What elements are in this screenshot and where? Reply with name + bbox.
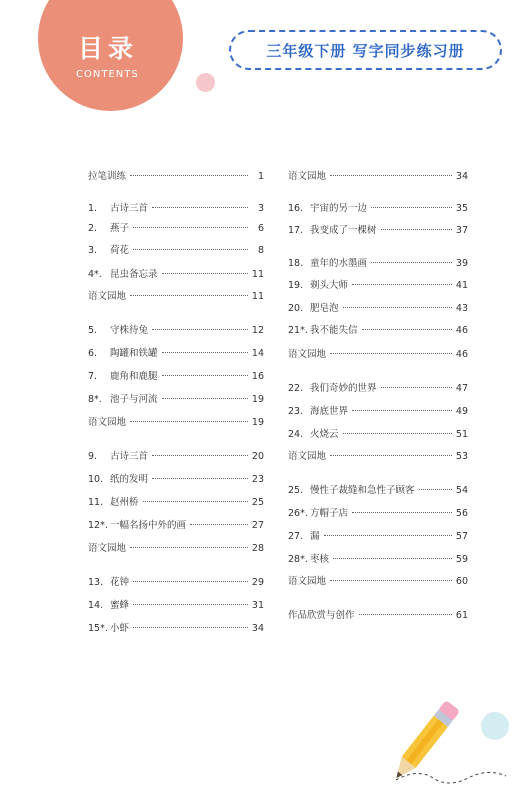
toc-entry-page: 47 — [455, 383, 468, 394]
toc-entry-number: 3. — [88, 245, 98, 256]
toc-entry-title: 语文园地 — [88, 291, 127, 302]
toc-entry-title: 纸的发明 — [110, 474, 149, 485]
toc-leader-dots — [330, 175, 452, 176]
toc-entry-title: 陶罐和铁罐 — [110, 348, 158, 359]
toc-entry — [288, 170, 468, 184]
toc-entry — [288, 257, 468, 271]
toc-leader-dots — [333, 558, 452, 559]
toc-entry — [88, 347, 264, 361]
toc-leader-dots — [324, 535, 452, 536]
toc-entry-number: 5. — [88, 325, 98, 336]
toc-leader-dots — [133, 604, 248, 605]
toc-entry-title: 赵州桥 — [110, 497, 139, 508]
toc-entry-page: 14 — [251, 348, 264, 359]
toc-leader-dots — [130, 421, 248, 422]
toc-entry-number: 24. — [288, 429, 304, 440]
toc-entry-page: 23 — [251, 474, 264, 485]
toc-entry-title: 花钟 — [110, 577, 130, 588]
toc-entry — [288, 324, 468, 338]
toc-entry-number: 17. — [288, 225, 304, 236]
toc-entry-number: 7. — [88, 371, 98, 382]
toc-entry-number: 11. — [88, 497, 104, 508]
toc-entry-page: 19 — [251, 417, 264, 428]
toc-entry-number: 4*. — [88, 269, 102, 280]
toc-entry-page: 16 — [251, 371, 264, 382]
toc-leader-dots — [133, 227, 248, 228]
toc-leader-dots — [130, 295, 248, 296]
toc-entry-page: 1 — [257, 171, 264, 182]
toc-entry — [88, 519, 264, 533]
toc-entry-title: 语文园地 — [88, 417, 127, 428]
toc-entry-title: 肥皂泡 — [310, 303, 339, 314]
toc-entry-title: 古诗三首 — [110, 451, 149, 462]
toc-entry — [288, 428, 468, 442]
toc-entry-page: 37 — [455, 225, 468, 236]
toc-entry — [88, 202, 264, 216]
toc-entry-title: 语文园地 — [288, 576, 327, 587]
toc-leader-dots — [352, 410, 452, 411]
toc-entry-page: 29 — [251, 577, 264, 588]
toc-entry-title: 宇宙的另一边 — [310, 203, 368, 214]
toc-entry-number: 20. — [288, 303, 304, 314]
toc-entry-title: 蜜蜂 — [110, 600, 130, 611]
toc-entry-title: 池子与河流 — [110, 394, 158, 405]
toc-entry-title: 一幅名扬中外的画 — [110, 520, 187, 531]
toc-entry-number: 16. — [288, 203, 304, 214]
toc-entry-page: 19 — [251, 394, 264, 405]
toc-leader-dots — [330, 455, 452, 456]
toc-entry — [288, 484, 468, 498]
toc-entry-title: 漏 — [310, 531, 320, 542]
toc-entry — [288, 575, 468, 589]
toc-entry-title: 小虾 — [110, 623, 130, 634]
toc-leader-dots — [152, 478, 248, 479]
toc-entry — [88, 473, 264, 487]
toc-entry-number: 10. — [88, 474, 104, 485]
toc-entry-page: 3 — [257, 203, 264, 214]
toc-entry — [288, 450, 468, 464]
toc-entry — [88, 576, 264, 590]
toc-entry-title: 作品欣赏与创作 — [288, 610, 355, 621]
toc-entry-page: 39 — [455, 258, 468, 269]
decorative-dot-pink — [196, 73, 215, 92]
toc-entry — [288, 348, 468, 362]
toc-entry-number: 22. — [288, 383, 304, 394]
toc-entry-title: 语文园地 — [288, 451, 327, 462]
toc-leader-dots — [343, 433, 452, 434]
toc-entry — [288, 507, 468, 521]
toc-leader-dots — [330, 353, 452, 354]
toc-entry-page: 61 — [455, 610, 468, 621]
toc-entry-title: 我变成了一棵树 — [310, 225, 377, 236]
toc-entry-page: 25 — [251, 497, 264, 508]
toc-entry-page: 46 — [455, 325, 468, 336]
toc-leader-dots — [130, 547, 248, 548]
toc-entry-page: 43 — [455, 303, 468, 314]
toc-entry-number: 15*. — [88, 623, 108, 634]
toc-entry-number: 23. — [288, 406, 304, 417]
toc-entry-title: 语文园地 — [88, 543, 127, 554]
toc-entry-page: 56 — [455, 508, 468, 519]
toc-leader-dots — [133, 249, 248, 250]
toc-entry-title: 我们奇妙的世界 — [310, 383, 377, 394]
book-title-label: 三年级下册 写字同步练习册 — [266, 41, 465, 60]
toc-entry-page: 51 — [455, 429, 468, 440]
toc-entry — [88, 450, 264, 464]
toc-entry-title: 荷花 — [110, 245, 130, 256]
toc-entry-title: 语文园地 — [288, 171, 327, 182]
toc-entry — [88, 290, 264, 304]
toc-entry-page: 54 — [455, 485, 468, 496]
pencil-icon — [388, 690, 508, 790]
toc-entry-title: 燕子 — [110, 223, 130, 234]
toc-entry-title: 守株待兔 — [110, 325, 149, 336]
page-title: 目录 — [78, 34, 139, 63]
toc-entry-number: 21*. — [288, 325, 308, 336]
toc-leader-dots — [330, 580, 452, 581]
toc-entry — [88, 222, 264, 236]
toc-entry-title: 古诗三首 — [110, 203, 149, 214]
toc-entry-number: 9. — [88, 451, 98, 462]
toc-entry-number: 1. — [88, 203, 98, 214]
toc-leader-dots — [130, 175, 248, 176]
toc-entry — [88, 170, 264, 184]
toc-entry — [288, 202, 468, 216]
toc-entry-page: 34 — [455, 171, 468, 182]
toc-entry-number: 18. — [288, 258, 304, 269]
toc-entry-title: 慢性子裁缝和急性子顾客 — [310, 485, 415, 496]
toc-leader-dots — [381, 229, 452, 230]
toc-entry-number: 25. — [288, 485, 304, 496]
toc-entry-page: 59 — [455, 554, 468, 565]
toc-entry-page: 60 — [455, 576, 468, 587]
toc-leader-dots — [343, 307, 452, 308]
toc-entry-page: 57 — [455, 531, 468, 542]
toc-entry — [288, 382, 468, 396]
toc-leader-dots — [190, 524, 248, 525]
toc-leader-dots — [162, 375, 248, 376]
toc-leader-dots — [133, 581, 248, 582]
toc-entry-page: 35 — [455, 203, 468, 214]
toc-leader-dots — [371, 262, 452, 263]
toc-entry-number: 28*. — [288, 554, 308, 565]
toc-entry-number: 12*. — [88, 520, 108, 531]
toc-entry-page: 53 — [455, 451, 468, 462]
toc-entry — [288, 609, 468, 623]
toc-entry-page: 6 — [257, 223, 264, 234]
toc-entry-page: 41 — [455, 280, 468, 291]
toc-entry-title: 剃头大师 — [310, 280, 349, 291]
toc-entry-page: 11 — [251, 291, 264, 302]
toc-leader-dots — [371, 207, 452, 208]
toc-entry — [288, 530, 468, 544]
toc-entry-title: 昆虫备忘录 — [110, 269, 158, 280]
toc-entry — [288, 224, 468, 238]
toc-leader-dots — [359, 614, 452, 615]
toc-entry-page: 12 — [251, 325, 264, 336]
toc-entry-page: 27 — [251, 520, 264, 531]
toc-leader-dots — [133, 627, 248, 628]
toc-entry-title: 童年的水墨画 — [310, 258, 368, 269]
toc-entry-page: 28 — [251, 543, 264, 554]
toc-entry — [88, 622, 264, 636]
toc-leader-dots — [352, 284, 452, 285]
toc-leader-dots — [152, 455, 248, 456]
toc-entry — [88, 416, 264, 430]
toc-entry-page: 20 — [251, 451, 264, 462]
toc-entry-page: 11 — [251, 269, 264, 280]
toc-entry — [88, 370, 264, 384]
toc-entry-page: 8 — [257, 245, 264, 256]
toc-entry-title: 我不能失信 — [310, 325, 358, 336]
toc-leader-dots — [162, 352, 248, 353]
toc-entry-number: 19. — [288, 280, 304, 291]
toc-entry-number: 13. — [88, 577, 104, 588]
toc-entry — [288, 553, 468, 567]
toc-entry-page: 49 — [455, 406, 468, 417]
toc-leader-dots — [419, 489, 452, 490]
toc-entry-page: 46 — [455, 349, 468, 360]
toc-entry — [88, 324, 264, 338]
toc-entry-number: 26*. — [288, 508, 308, 519]
toc-entry — [288, 302, 468, 316]
page-subtitle: CONTENTS — [76, 69, 139, 80]
toc-entry-title: 枣核 — [310, 554, 330, 565]
toc-entry — [88, 268, 264, 282]
toc-entry-number: 8*. — [88, 394, 102, 405]
toc-entry — [88, 393, 264, 407]
toc-entry — [288, 405, 468, 419]
toc-entry-title: 语文园地 — [288, 349, 327, 360]
toc-leader-dots — [152, 329, 248, 330]
toc-leader-dots — [381, 387, 452, 388]
toc-entry-number: 14. — [88, 600, 104, 611]
toc-entry — [88, 542, 264, 556]
toc-entry-number: 6. — [88, 348, 98, 359]
toc-entry-title: 拉笔训练 — [88, 171, 127, 182]
toc-entry-title: 方帽子店 — [310, 508, 349, 519]
toc-entry — [88, 244, 264, 258]
toc-leader-dots — [152, 207, 248, 208]
toc-entry — [88, 599, 264, 613]
toc-leader-dots — [143, 501, 248, 502]
toc-entry-number: 2. — [88, 223, 98, 234]
toc-entry-page: 31 — [251, 600, 264, 611]
toc-entry-page: 34 — [251, 623, 264, 634]
toc-entry-number: 27. — [288, 531, 304, 542]
toc-leader-dots — [362, 329, 452, 330]
toc-entry-title: 海底世界 — [310, 406, 349, 417]
toc-entry — [88, 496, 264, 510]
toc-leader-dots — [352, 512, 452, 513]
toc-entry-title: 火烧云 — [310, 429, 339, 440]
book-title-badge — [229, 30, 502, 70]
toc-leader-dots — [162, 398, 248, 399]
toc-entry — [288, 279, 468, 293]
toc-leader-dots — [162, 273, 248, 274]
toc-entry-title: 鹿角和鹿腿 — [110, 371, 158, 382]
